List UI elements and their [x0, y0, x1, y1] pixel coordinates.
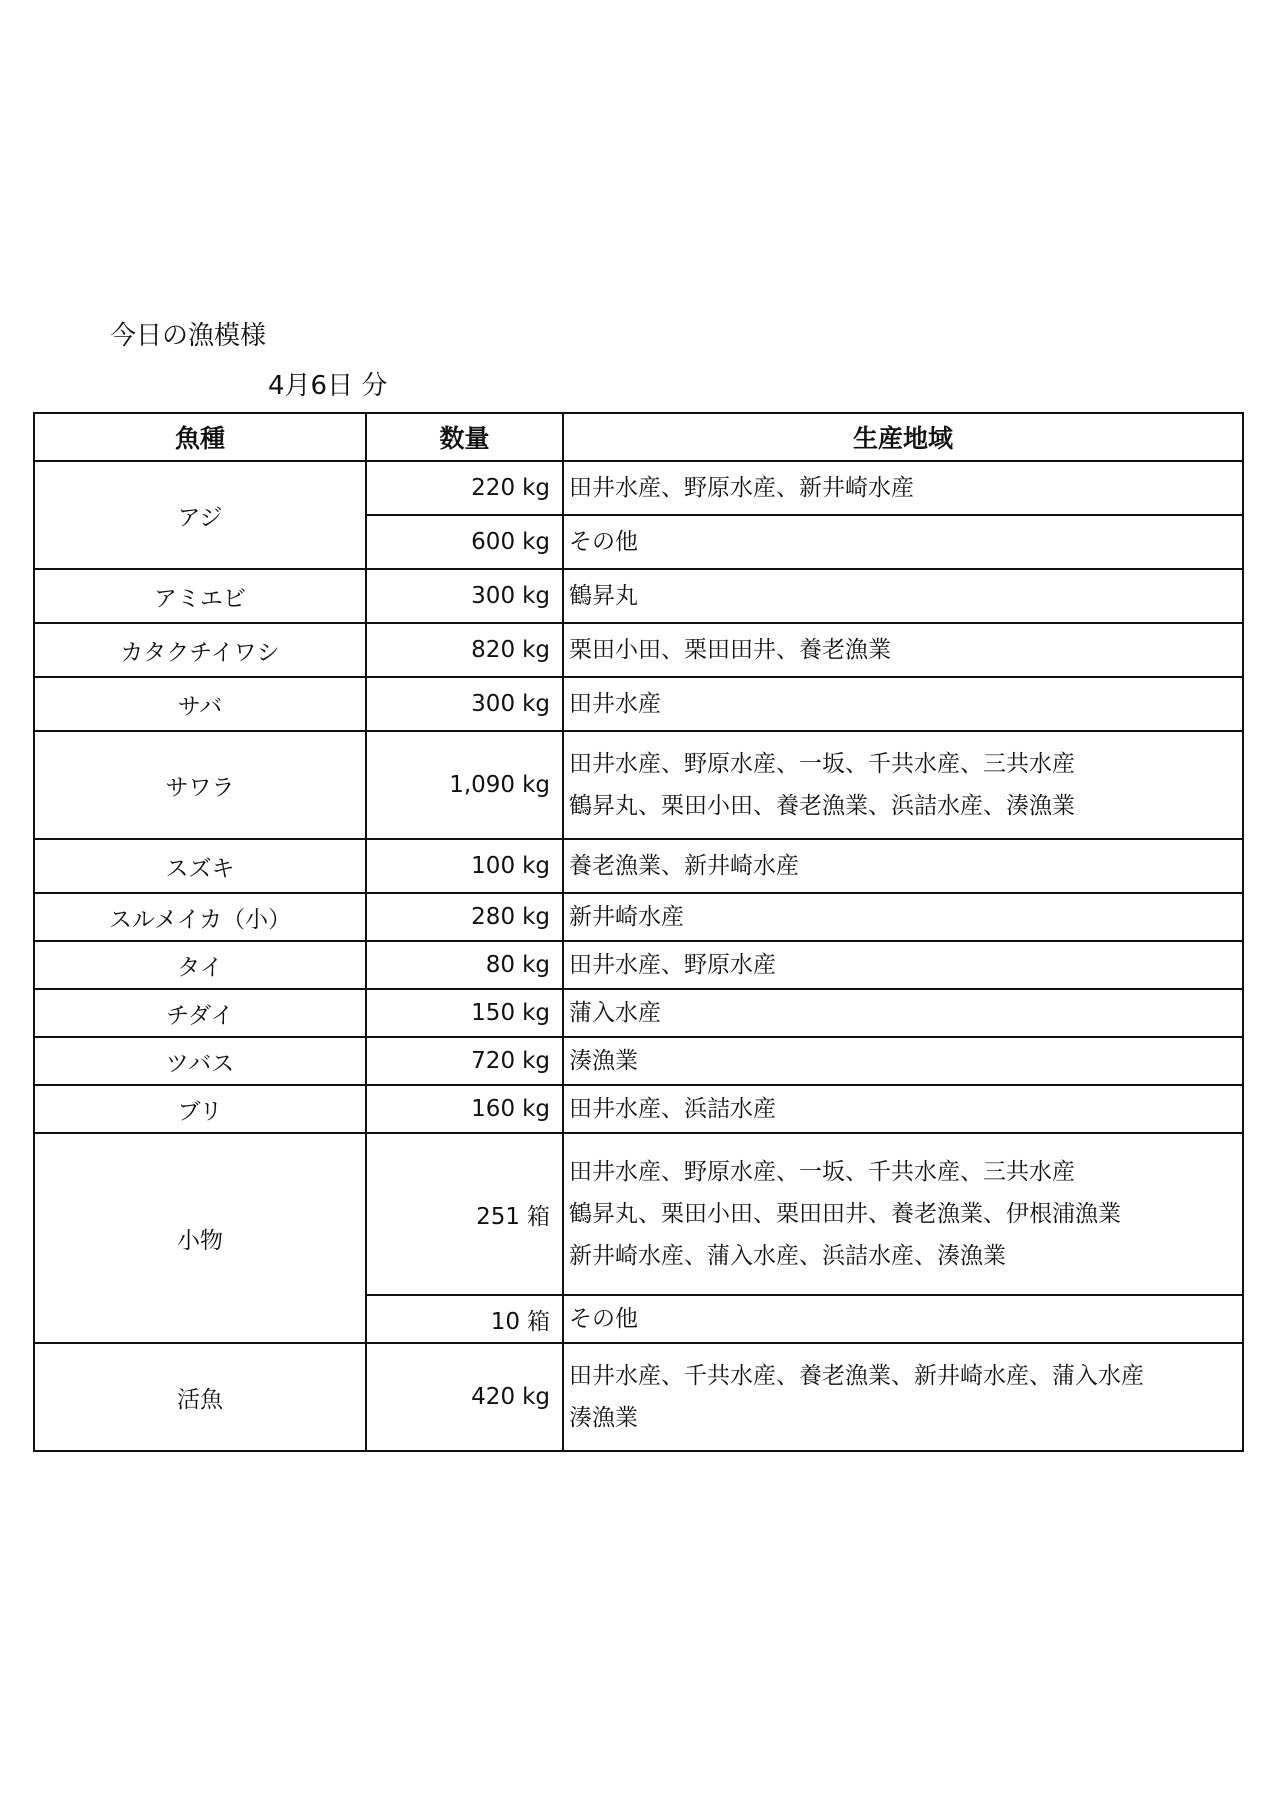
region-line: 新井崎水産 — [569, 904, 684, 930]
region-line: 田井水産、千共水産、養老漁業、新井崎水産、蒲入水産 — [569, 1363, 1144, 1389]
quantity-cell — [366, 1295, 563, 1343]
quantity-unit: kg — [522, 583, 550, 609]
quantity-cell — [366, 677, 563, 731]
quantity-unit: kg — [522, 1048, 550, 1074]
quantity-unit: kg — [522, 529, 550, 555]
quantity-unit: kg — [522, 691, 550, 717]
catch-table — [33, 412, 1244, 1452]
region-line: 田井水産、野原水産、一坂、千共水産、三共水産 — [569, 1159, 1075, 1185]
quantity-unit: kg — [522, 475, 550, 501]
quantity-unit: kg — [522, 772, 550, 798]
fish-name-cell: ツバス — [34, 1037, 366, 1085]
fish-name-cell: 小物 — [34, 1133, 366, 1343]
quantity-unit: kg — [522, 904, 550, 930]
fish-name-cell: カタクチイワシ — [34, 623, 366, 677]
fish-name-cell: スルメイカ（小） — [34, 893, 366, 941]
quantity-unit: kg — [522, 952, 550, 978]
table-row — [34, 989, 1243, 1037]
quantity-value: 600 — [471, 529, 516, 555]
region-line: 田井水産 — [569, 691, 661, 717]
region-line: 湊漁業 — [569, 1048, 638, 1074]
region-cell — [563, 677, 1243, 731]
quantity-cell — [366, 461, 563, 515]
table-row — [34, 1085, 1243, 1133]
quantity-cell — [366, 569, 563, 623]
quantity-cell — [366, 731, 563, 839]
quantity-unit: kg — [522, 637, 550, 663]
quantity-value: 720 — [471, 1048, 516, 1074]
fish-name-cell: チダイ — [34, 989, 366, 1037]
region-line: 鶴昇丸、栗田小田、養老漁業、浜詰水産、湊漁業 — [569, 793, 1075, 819]
region-cell — [563, 839, 1243, 893]
table-row — [34, 1037, 1243, 1085]
table-row — [34, 677, 1243, 731]
table-row — [34, 941, 1243, 989]
table-row — [34, 569, 1243, 623]
region-line: 養老漁業、新井崎水産 — [569, 853, 799, 879]
region-cell — [563, 623, 1243, 677]
quantity-value: 820 — [471, 637, 516, 663]
table-row — [34, 839, 1243, 893]
quantity-cell — [366, 941, 563, 989]
region-line: 田井水産、野原水産 — [569, 952, 776, 978]
quantity-value: 80 — [485, 952, 516, 978]
table-row — [34, 623, 1243, 677]
table-row — [34, 1133, 1243, 1295]
quantity-cell — [366, 839, 563, 893]
table-row — [34, 893, 1243, 941]
table-row — [34, 731, 1243, 839]
header-quantity: 数量 — [366, 413, 563, 461]
quantity-unit: 箱 — [527, 1308, 550, 1335]
quantity-value: 300 — [471, 691, 516, 717]
quantity-value: 160 — [471, 1096, 516, 1122]
region-cell — [563, 461, 1243, 515]
quantity-unit: kg — [522, 1384, 550, 1410]
quantity-cell — [366, 623, 563, 677]
fish-name-cell: サワラ — [34, 731, 366, 839]
fish-name-cell: タイ — [34, 941, 366, 989]
fish-name-cell: ブリ — [34, 1085, 366, 1133]
fish-name-cell: 活魚 — [34, 1343, 366, 1451]
quantity-value: 300 — [471, 583, 516, 609]
region-cell — [563, 1133, 1243, 1295]
region-line: 田井水産、浜詰水産 — [569, 1096, 776, 1122]
table-row — [34, 461, 1243, 515]
quantity-cell — [366, 1343, 563, 1451]
region-line: 鶴昇丸、栗田小田、栗田田井、養老漁業、伊根浦漁業 — [569, 1201, 1121, 1227]
quantity-value: 150 — [471, 1000, 516, 1026]
quantity-value: 420 — [471, 1384, 516, 1410]
quantity-unit: kg — [522, 1096, 550, 1122]
quantity-value: 280 — [471, 904, 516, 930]
quantity-cell — [366, 1037, 563, 1085]
quantity-value: 100 — [471, 853, 516, 879]
quantity-cell — [366, 893, 563, 941]
quantity-unit: kg — [522, 1000, 550, 1026]
table-row — [34, 1343, 1243, 1451]
region-line: その他 — [569, 1306, 638, 1332]
table-header-row — [34, 413, 1243, 461]
quantity-value: 10 — [490, 1308, 520, 1335]
region-line: 湊漁業 — [569, 1405, 638, 1431]
quantity-cell — [366, 1133, 563, 1295]
region-cell — [563, 1343, 1243, 1451]
region-cell — [563, 1085, 1243, 1133]
quantity-cell — [366, 989, 563, 1037]
quantity-value: 220 — [471, 475, 516, 501]
region-cell — [563, 515, 1243, 569]
region-line: 田井水産、野原水産、新井崎水産 — [569, 475, 914, 501]
region-cell — [563, 893, 1243, 941]
quantity-value: 251 — [476, 1203, 520, 1230]
region-line: 田井水産、野原水産、一坂、千共水産、三共水産 — [569, 751, 1075, 777]
region-line: 鶴昇丸 — [569, 583, 638, 609]
region-cell — [563, 569, 1243, 623]
region-line: 新井崎水産、蒲入水産、浜詰水産、湊漁業 — [569, 1243, 1006, 1269]
quantity-cell — [366, 1085, 563, 1133]
region-cell — [563, 1295, 1243, 1343]
header-fish: 魚種 — [34, 413, 366, 461]
table-body — [34, 461, 1243, 1451]
header-region: 生産地域 — [563, 413, 1243, 461]
quantity-cell — [366, 515, 563, 569]
fish-name-cell: アミエビ — [34, 569, 366, 623]
fish-name-cell: アジ — [34, 461, 366, 569]
region-line: 蒲入水産 — [569, 1000, 661, 1026]
quantity-unit: kg — [522, 853, 550, 879]
fish-name-cell: スズキ — [34, 839, 366, 893]
region-line: 栗田小田、栗田田井、養老漁業 — [569, 637, 891, 663]
quantity-value: 1,090 — [449, 772, 516, 798]
region-line: その他 — [569, 529, 638, 555]
region-cell — [563, 941, 1243, 989]
region-cell — [563, 989, 1243, 1037]
region-cell — [563, 1037, 1243, 1085]
fish-name-cell: サバ — [34, 677, 366, 731]
document-date: 4月6日 分 — [268, 371, 388, 401]
document-title: 今日の漁模様 — [110, 321, 267, 351]
region-cell — [563, 731, 1243, 839]
quantity-unit: 箱 — [527, 1203, 550, 1230]
